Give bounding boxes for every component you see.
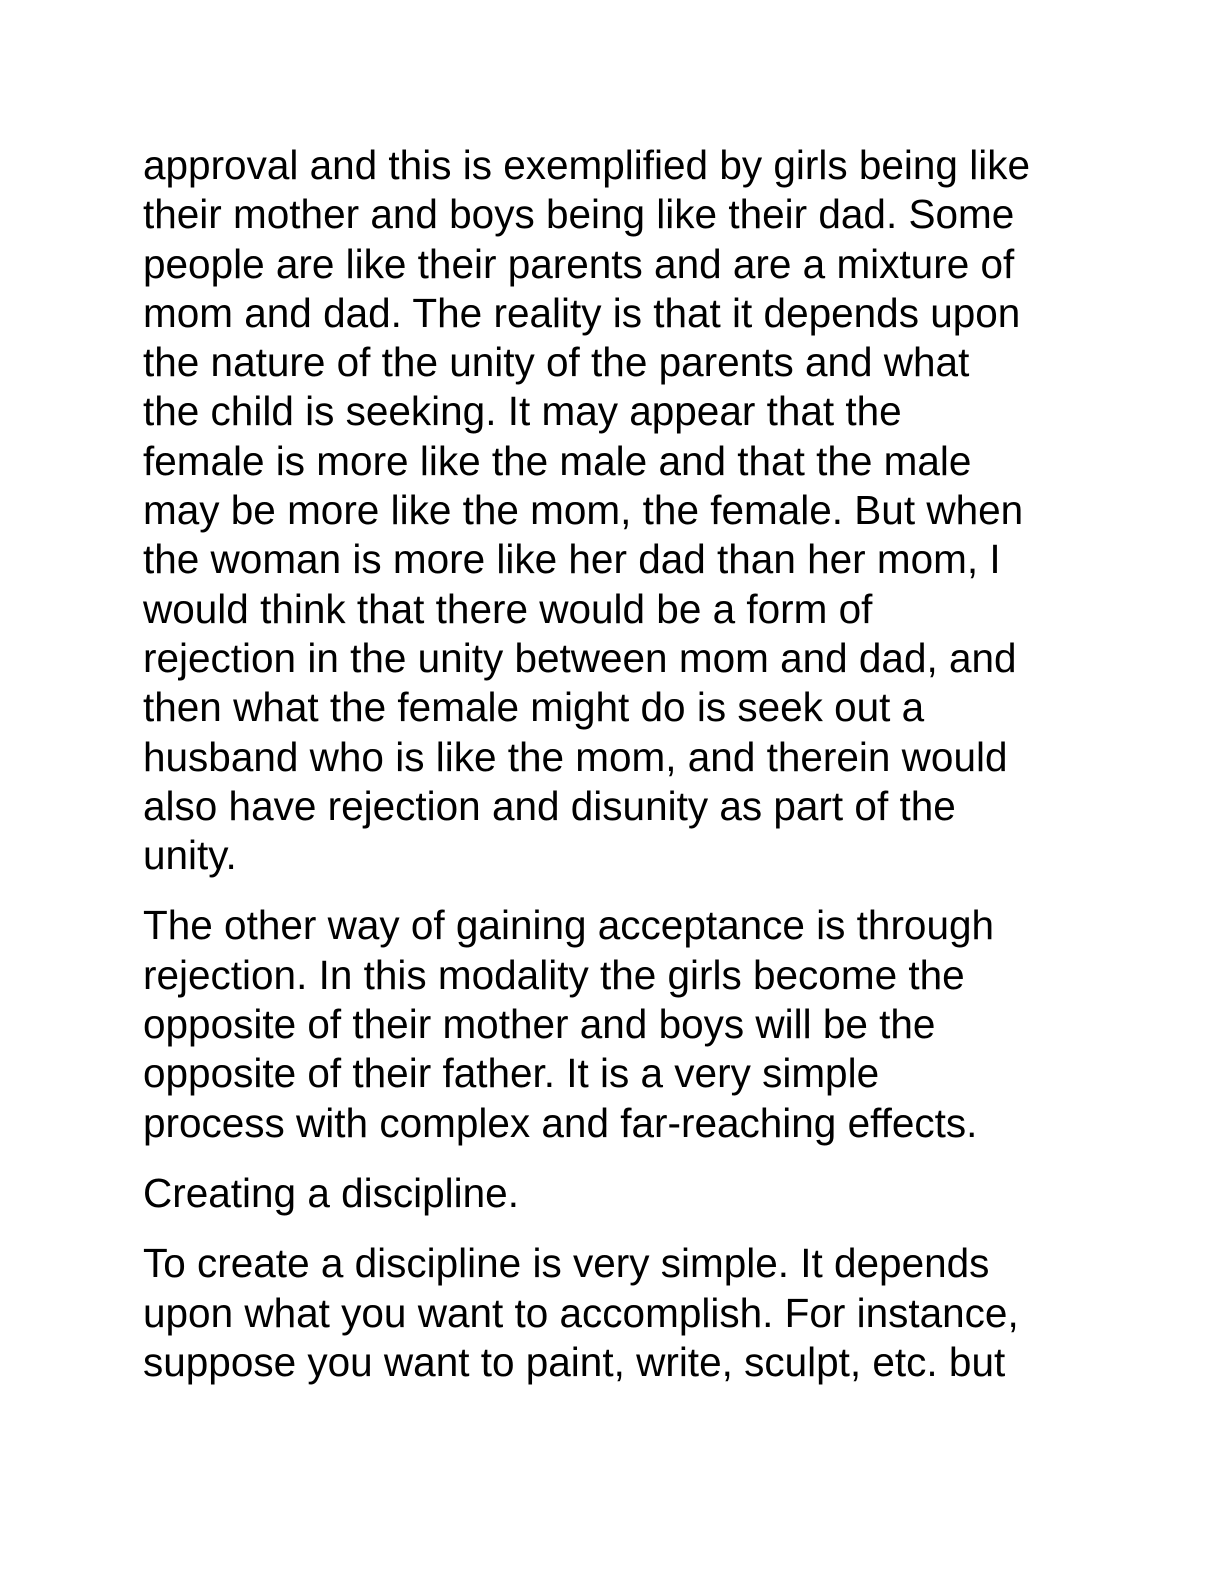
text-line: rejection in the unity between mom and dad, and [143,634,1017,681]
text-line: their mother and boys being like their dad. Some [143,191,1015,238]
text-line: rejection. In this modality the girls become the [143,951,965,998]
text-line: Creating a discipline. [143,1169,519,1216]
text-line: the child is seeking. It may appear that the [143,388,902,435]
paragraph-discipline [143,1239,1083,1387]
text-line: unity. [143,832,237,879]
text-line: then what the female might do is seek out a [143,684,925,731]
text-line: may be more like the mom, the female. But when [143,487,1024,534]
text-line: process with complex and far-reaching effects. [143,1099,978,1146]
text-line: opposite of their father. It is a very simple [143,1050,880,1097]
paragraph-rejection [143,901,1083,1147]
text-line: opposite of their mother and boys will be the [143,1001,936,1048]
text-line: also have rejection and disunity as part of the [143,782,956,829]
section-heading [143,1169,1083,1218]
text-line: upon what you want to accomplish. For instance, [143,1289,1019,1336]
text-line: husband who is like the mom, and therein would [143,733,1008,780]
text-line: approval and this is exemplified by girls being like [143,142,1030,188]
text-line: female is more like the male and that the male [143,437,972,484]
text-line: The other way of gaining acceptance is through [143,902,995,949]
text-line: would think that there would be a form of [143,585,873,632]
text-line: the nature of the unity of the parents and what [143,339,970,386]
text-line: people are like their parents and are a mixture of [143,240,1015,287]
paragraph-approval [143,141,1083,880]
text-line: suppose you want to paint, write, sculpt, etc. but [143,1338,1006,1385]
text-line: To create a discipline is very simple. It depends [143,1240,990,1287]
document-body [143,141,1083,1408]
text-line: mom and dad. The reality is that it depends upon [143,289,1021,336]
text-line: the woman is more like her dad than her mom, I [143,536,1001,583]
